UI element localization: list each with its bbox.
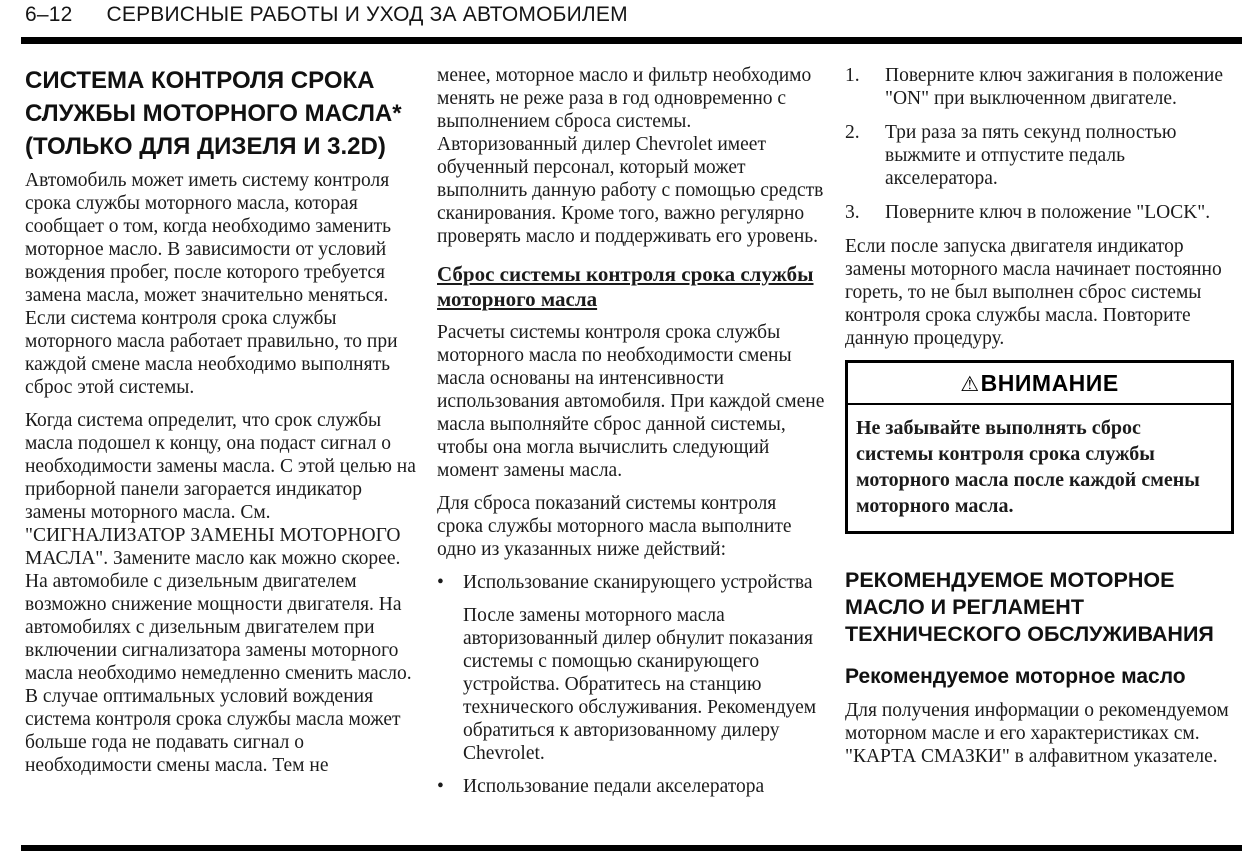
- step-text: Три раза за пять секунд полностью выжмите и отпустите педаль акселератора.: [885, 122, 1177, 189]
- warning-box: [845, 360, 1234, 534]
- step-number: 2.: [845, 122, 860, 143]
- page-header: [25, 3, 1232, 27]
- column-right: [845, 64, 1237, 778]
- header-rule: [21, 37, 1242, 44]
- paragraph: Если после запуска двигателя индикатор замены моторного масла начинает постоянно гореть, то не был выполнен сброс системы контроля срока службы масла. Повторите данную процедуру.: [845, 236, 1222, 349]
- numbered-step: [845, 201, 1237, 224]
- list-item: [437, 571, 827, 765]
- warning-box-header: [848, 363, 1231, 405]
- step-number: 1.: [845, 65, 860, 86]
- warning-title: ВНИМАНИЕ: [980, 370, 1119, 396]
- subsection-title-recommended-oil: Рекомендуемое моторное масло: [845, 665, 1186, 688]
- list-item-content: [463, 571, 827, 765]
- list-item-content: [463, 775, 827, 798]
- step-text: Поверните ключ зажигания в положение "ON" при выключенном двигателе.: [885, 65, 1224, 109]
- paragraph: Для сброса показаний системы контроля срока службы моторного масла выполните одно из указанных ниже действий:: [437, 493, 792, 560]
- paragraph: Расчеты системы контроля срока службы моторного масла по необходимости смены масла основаны на интенсивности использования автомобиля. При каждой смене масла выполняйте сброс данной системы, чтобы она могла вычислить следующий момент замены масла.: [437, 322, 825, 481]
- section-title-oil-life-system: СИСТЕМА КОНТРОЛЯ СРОКА СЛУЖБЫ МОТОРНОГО МАСЛА* (ТОЛЬКО ДЛЯ ДИЗЕЛЯ И 3.2D): [25, 67, 402, 160]
- footer-rule: [21, 845, 1242, 851]
- bullet-icon: •: [437, 572, 444, 593]
- list-item-label: Использование сканирующего устройства: [463, 572, 813, 593]
- paragraph: Для получения информации о рекомендуемом моторном масле и его характеристиках см. "КАРТА СМАЗКИ" в алфавитном указателе.: [845, 700, 1229, 767]
- numbered-step: [845, 121, 1237, 190]
- numbered-step: [845, 64, 1237, 110]
- paragraph-continuation: менее, моторное масло и фильтр необходимо менять не реже раза в год одновременно с выполнением сброса системы. Авторизованный дилер Chevrolet имеет обученный персонал, который может выполнить данную работу с помощью средств сканирования. Кроме того, важно регулярно проверять масло и поддерживать его уровень.: [437, 65, 824, 247]
- step-number: 3.: [845, 202, 860, 223]
- column-left: [25, 64, 423, 787]
- step-text: Поверните ключ в положение "LOCK".: [885, 202, 1211, 223]
- paragraph: Когда система определит, что срок службы масла подошел к концу, она подаст сигнал о необходимости замены масла. С этой целью на приборной панели загорается индикатор замены моторного масла. См. "СИГНАЛИЗАТОР ЗАМЕНЫ МОТОРНОГО МАСЛА". Замените масло как можно скорее. На автомобиле с дизельным двигателем возможно снижение мощности двигателя. На автомобилях с дизельным двигателем при включении сигнализатора замены моторного масла необходимо немедленно сменить масло. В случае оптимальных условий вождения система контроля срока службы масла может больше года не подавать сигнал о необходимости смены масла. Тем не: [25, 410, 416, 776]
- header-title: СЕРВИСНЫЕ РАБОТЫ И УХОД ЗА АВТОМОБИЛЕМ: [106, 3, 628, 26]
- subsection-title-reset: Сброс системы контроля срока службы моторного масла: [437, 262, 814, 311]
- bullet-icon: •: [437, 776, 444, 797]
- list-item: [437, 775, 827, 798]
- warning-body-text: Не забывайте выполнять сброс системы контроля срока службы моторного масла после каждой смены моторного масла.: [856, 417, 1200, 517]
- list-item-detail: После замены моторного масла авторизованный дилер обнулит показания системы с помощью сканирующего устройства. Обратитесь на станцию технического обслуживания. Рекомендуем обратиться к авторизованному дилеру Chevrolet.: [463, 605, 817, 764]
- page-number: 6–12: [25, 3, 73, 26]
- paragraph: Автомобиль может иметь систему контроля срока службы моторного масла, которая сообщает о том, когда необходимо заменить моторное масло. В зависимости от условий вождения пробег, после которого требуется замена масла, может значительно меняться. Если система контроля срока службы моторного масла работает правильно, то при каждой смене масла необходимо выполнять сброс этой системы.: [25, 170, 398, 398]
- section-title-recommended-oil: РЕКОМЕНДУЕМОЕ МОТОРНОЕ МАСЛО И РЕГЛАМЕНТ ТЕХНИЧЕСКОГО ОБСЛУЖИВАНИЯ: [845, 568, 1214, 646]
- warning-triangle-icon: ⚠: [960, 372, 980, 396]
- column-middle: [437, 64, 827, 808]
- list-item-label: Использование педали акселератора: [463, 776, 765, 797]
